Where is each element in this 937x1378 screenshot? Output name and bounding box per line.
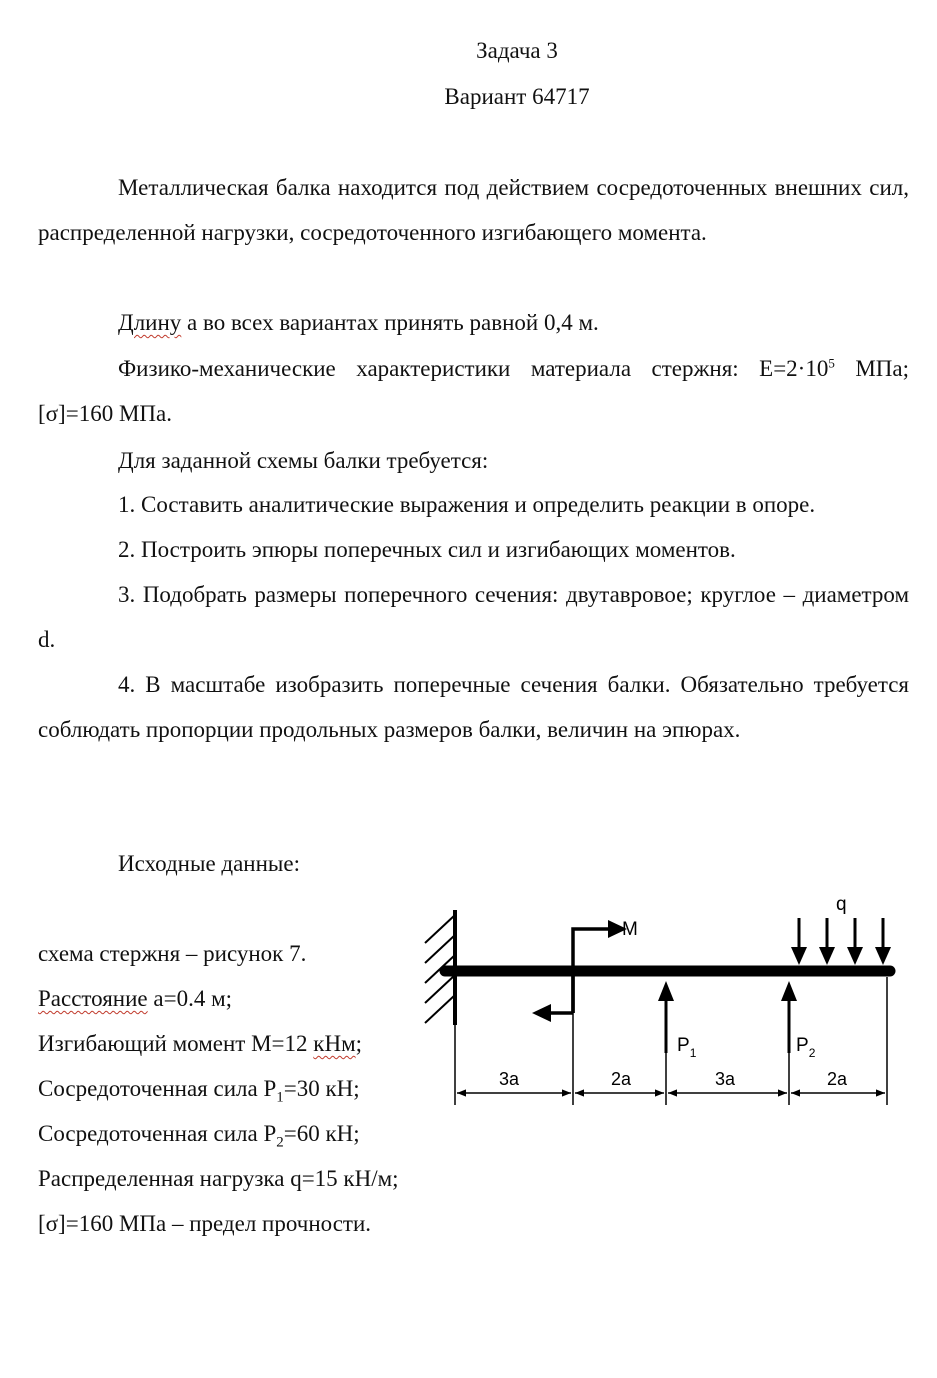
initial-data-heading: Исходные данные: [118,851,300,876]
material-properties [38,346,909,436]
requirement-3: 3. Подобрать размеры поперечного сечения: двутавровое; круглое – диаметром d. [38,582,909,652]
span-label: 3a [499,1069,520,1089]
task-title: Задача 3 [476,38,558,63]
force-p2-line [38,1121,360,1151]
material-properties-tail: МПа; [σ]=160 МПа. [38,356,909,426]
distance-value: a=0.4 м; [147,986,233,1011]
force-p2-sub: 2 [276,1134,284,1151]
force-p2-text: Сосредоточенная сила P [38,1121,277,1146]
span-label: 2a [611,1069,632,1089]
length-instruction-text: а во всех вариантах принять равной 0,4 м. [181,310,599,335]
distributed-load [791,894,891,965]
length-instruction [38,300,909,345]
q-label: q [836,894,847,915]
requirement-4: 4. В масштабе изобразить поперечные сечения балки. Обязательно требуется соблюдать пропорции продольных размеров балки, величин на эпюрах. [38,672,909,742]
force-p2-value: =60 кН; [283,1121,360,1146]
moment-end: ; [355,1031,363,1056]
requirements-intro: Для заданной схемы балки требуется: [118,448,489,473]
variant-title: Вариант 64717 [444,84,590,109]
distance-line [38,986,232,1012]
force-p1-value: =30 кН; [283,1076,360,1101]
problem-description: Металлическая балка находится под действием сосредоточенных внешних сил, распределенной нагрузки, сосредоточенного изгибающего момента. [38,175,909,245]
moment-label: M [622,919,638,940]
force-p2 [781,981,816,1060]
p2-label: $P_2$ [796,1035,816,1060]
p1-label: $P_1$ [677,1035,697,1060]
span-label: 3a [715,1069,736,1089]
requirement-1: 1. Составить аналитические выражения и определить реакции в опоре. [118,492,816,517]
moment-text: Изгибающий момент М=12 [38,1031,314,1056]
force-p1-text: Сосредоточенная сила P [38,1076,277,1101]
spellcheck-word: Расстояние [38,986,148,1011]
force-p1-line [38,1076,360,1106]
distributed-load-line: Распределенная нагрузка q=15 кН/м; [38,1166,399,1191]
moment-line [38,1031,362,1057]
span-label: 2a [827,1069,848,1089]
scheme-line: схема стержня – рисунок 7. [38,941,307,966]
spellcheck-word: Длину [118,310,182,335]
material-properties-text: Физико-механические характеристики материала стержня: E=2·10 [118,356,829,381]
strength-limit-line: [σ]=160 МПа – предел прочности. [38,1211,372,1236]
requirement-2: 2. Построить эпюры поперечных сил и изгибающих моментов. [118,537,736,562]
beam-diagram [415,893,915,1115]
force-p1-sub: 1 [276,1089,284,1106]
moment-unit: кНм [313,1031,356,1056]
force-p1 [658,981,697,1060]
exponent: 5 [828,355,835,371]
